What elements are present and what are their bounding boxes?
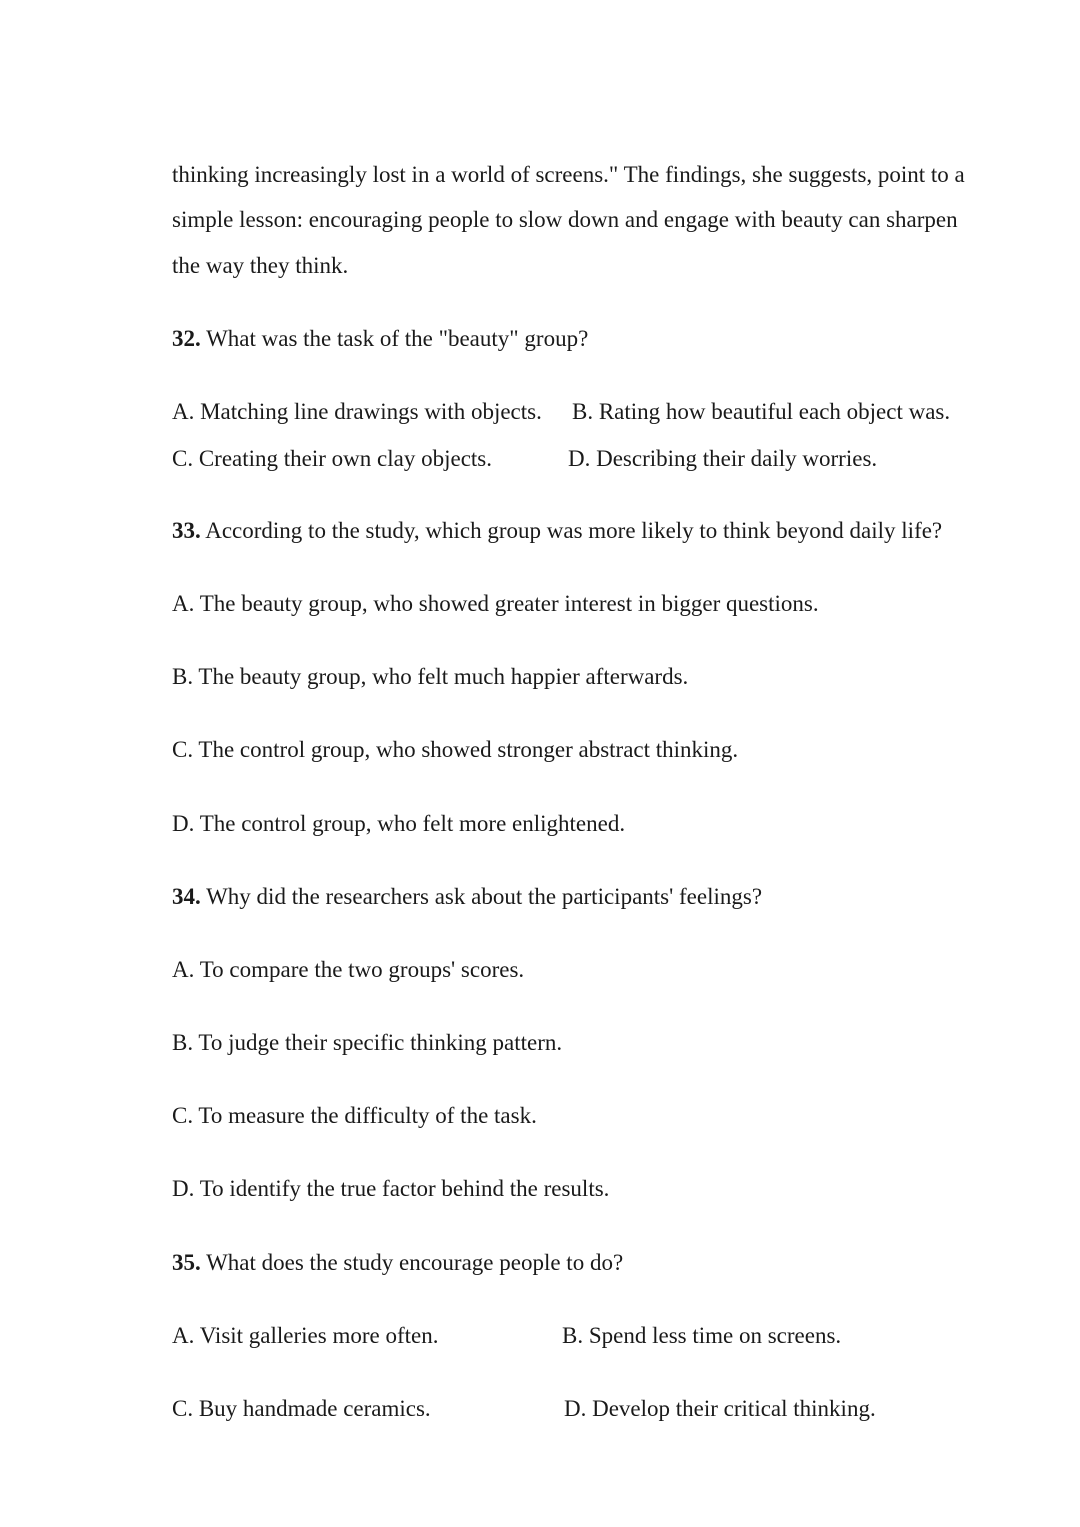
question-number: 34.: [172, 884, 201, 909]
question-35-option-c: C. Buy handmade ceramics.: [172, 1396, 431, 1421]
question-33-stem: [172, 516, 942, 546]
passage-line: simple lesson: encouraging people to slow down and engage with beauty can sharpen: [172, 207, 958, 232]
question-32-stem: [172, 324, 588, 354]
question-34-option-b: B. To judge their specific thinking pattern.: [172, 1030, 563, 1055]
question-34-stem: [172, 882, 762, 912]
question-33-option-d: D. The control group, who felt more enlightened.: [172, 811, 626, 836]
question-32-option-d: D. Describing their daily worries.: [568, 446, 878, 471]
passage-line: thinking increasingly lost in a world of screens." The findings, she suggests, point to a: [172, 162, 965, 187]
question-34-option-a: A. To compare the two groups' scores.: [172, 957, 525, 982]
question-32-option-a: A. Matching line drawings with objects.: [172, 399, 542, 424]
passage-line: the way they think.: [172, 253, 349, 278]
question-text: What was the task of the "beauty" group?: [206, 326, 589, 351]
question-34-option-c: C. To measure the difficulty of the task.: [172, 1103, 537, 1128]
question-text: What does the study encourage people to do?: [206, 1250, 624, 1275]
question-number: 32.: [172, 326, 201, 351]
question-32-option-b: B. Rating how beautiful each object was.: [572, 399, 951, 424]
question-35-option-a: A. Visit galleries more often.: [172, 1323, 439, 1348]
question-33-option-c: C. The control group, who showed stronger abstract thinking.: [172, 737, 739, 762]
question-33-option-a: A. The beauty group, who showed greater interest in bigger questions.: [172, 591, 819, 616]
question-32-option-c: C. Creating their own clay objects.: [172, 446, 493, 471]
question-number: 33.: [172, 518, 201, 543]
question-34-option-d: D. To identify the true factor behind the results.: [172, 1176, 610, 1201]
question-35-option-d: D. Develop their critical thinking.: [564, 1396, 876, 1421]
question-35-stem: [172, 1248, 623, 1278]
question-text: According to the study, which group was more likely to think beyond daily life?: [205, 518, 943, 543]
question-number: 35.: [172, 1250, 201, 1275]
question-text: Why did the researchers ask about the participants' feelings?: [206, 884, 763, 909]
question-35-option-b: B. Spend less time on screens.: [562, 1323, 842, 1348]
question-33-option-b: B. The beauty group, who felt much happier afterwards.: [172, 664, 689, 689]
